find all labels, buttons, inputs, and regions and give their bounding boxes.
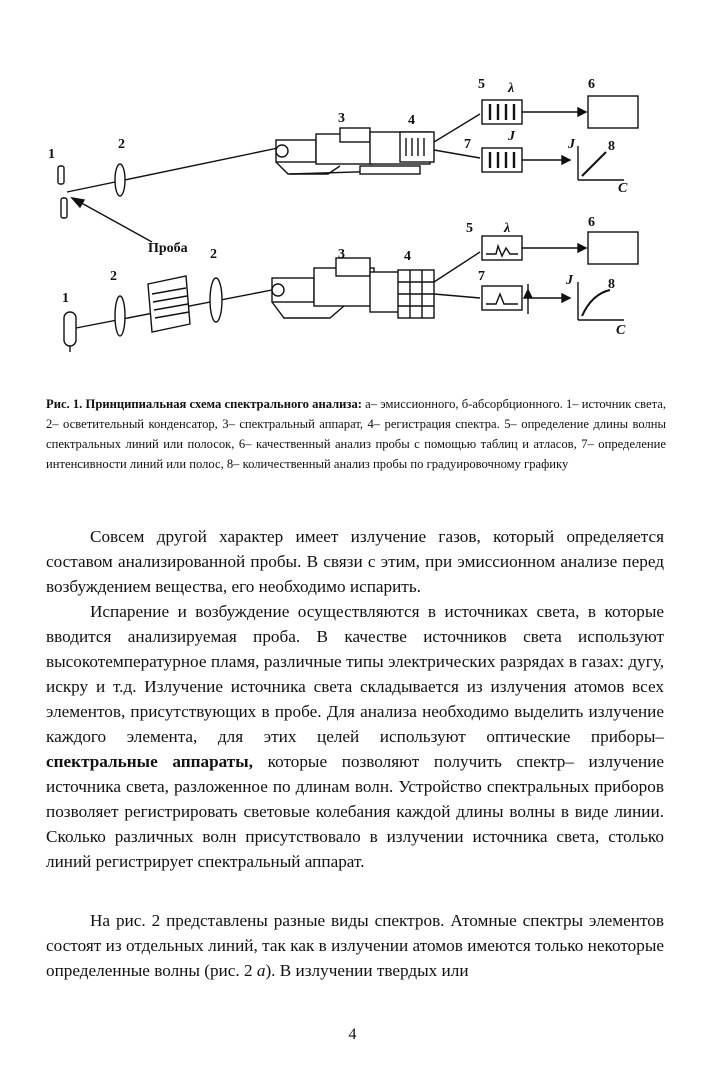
label-3-bottom: 3 xyxy=(338,247,345,262)
source-top-lower xyxy=(61,198,67,218)
label-J-axis-bottom: J xyxy=(566,273,573,288)
label-proba: Проба xyxy=(148,241,188,256)
label-1-bottom: 1 xyxy=(62,291,69,306)
caption-body: а– эмиссионного, б-абсорбционного. 1– источник света, 2– осветительный конденсатор, 3– спектральный аппарат, 4– регистрация спектра. 5– определение длины волны спектральных линий или полосок, 6– качественный анализ пробы с помощью таблиц и атласов, 7– определение интенсивности линий или полос, 8– количественный анализ пробы по градуировочному графику xyxy=(46,397,666,471)
proba-arrow xyxy=(76,200,152,242)
graph-top xyxy=(578,146,624,180)
label-J-axis-top: J xyxy=(568,137,575,152)
label-4-top: 4 xyxy=(408,113,415,128)
box5-top xyxy=(482,100,522,124)
label-3-top: 3 xyxy=(338,111,345,126)
page-number: 4 xyxy=(348,1026,357,1043)
recording-top xyxy=(400,132,434,162)
source-top-upper xyxy=(58,166,64,184)
graph-bottom xyxy=(578,282,624,320)
label-6-top: 6 xyxy=(588,77,595,92)
paragraph-3-part-a: На рис. 2 представлены разные виды спектров. Атомные спектры элементов состоят из отдельных линий, так как в излучении атомов имеются только некоторые определенные волны (рис. 2 xyxy=(46,911,664,980)
lens-bottom-left xyxy=(115,296,125,336)
label-6-bottom: 6 xyxy=(588,215,595,230)
arrow-to-5-bottom xyxy=(434,252,480,282)
proba-arrowhead xyxy=(72,198,84,207)
label-8-bottom: 8 xyxy=(608,277,615,292)
label-lambda-bottom: λ xyxy=(504,221,511,236)
label-5-bottom: 5 xyxy=(466,221,473,236)
lamp-bottom xyxy=(64,312,76,352)
sample-cuvette xyxy=(148,276,190,332)
label-1-top: 1 xyxy=(48,147,55,162)
figure-caption xyxy=(46,394,666,474)
paragraph-3-part-b: ). В излучении твердых или xyxy=(265,961,469,980)
box6-top xyxy=(588,96,638,128)
spectral-apparatus-bottom xyxy=(272,258,400,318)
label-2-bottom-right: 2 xyxy=(210,247,217,262)
paragraph-2-part-a: Испарение и возбуждение осуществляются в источниках света, в которые вводится анализируемая проба. В качестве источников света используют высокотемпературное пламя, различные типы электрических разрядах в газах: дугу, искру и т.д. Излучение источника света складывается из излучения атомов всех элементов, присутствующих в пробе. Для анализа необходимо выделить излучение каждого элемента, для этих целей используют оптические приборы– xyxy=(46,602,664,746)
lens-bottom-right xyxy=(210,278,222,322)
arrow-to-5-top xyxy=(434,114,480,142)
arrow-to-7-top xyxy=(434,150,480,158)
recording-bottom xyxy=(398,270,434,318)
paragraph-2 xyxy=(46,599,664,874)
label-7-top: 7 xyxy=(464,137,471,152)
lens-top xyxy=(115,164,125,196)
label-lambda-top: λ xyxy=(508,81,515,96)
label-J-small-top: J xyxy=(508,129,515,144)
label-7-bottom: 7 xyxy=(478,269,485,284)
beam-top xyxy=(67,148,278,192)
paragraph-1: Совсем другой характер имеет излучение газов, который определяется составом анализированной пробы. В связи с этим, при эмиссионном анализе перед возбуждением вещества, его необходимо испарить. xyxy=(46,527,664,596)
box6-bottom xyxy=(588,232,638,264)
box7-top xyxy=(482,148,522,172)
paragraph-3-italic: а xyxy=(256,961,266,980)
label-8-top: 8 xyxy=(608,139,615,154)
schematic-figure xyxy=(40,62,680,372)
caption-lead: Рис. 1. Принципиальная схема спектрального анализа: xyxy=(46,397,362,411)
arrow-to-7-bottom xyxy=(434,294,480,298)
label-5-top: 5 xyxy=(478,77,485,92)
paragraph-3 xyxy=(46,908,664,983)
label-2-bottom-left: 2 xyxy=(110,269,117,284)
paragraph-2-part-b: которые позволяют получить спектр– излучение источника света, разложенное по длинам волн. Устройство спектральных приборов позволяет регистрировать световые колебания каждой длины волны в виде линии. Сколько различных волн присутствовало в излучении источника света, столько линий регистрирует спектральный аппарат. xyxy=(46,752,664,871)
label-C-axis-top: C xyxy=(618,181,628,196)
label-C-axis-bottom: C xyxy=(616,323,626,338)
label-2-top: 2 xyxy=(118,137,125,152)
paragraph-2-bold: спектральные аппараты, xyxy=(46,752,253,771)
label-4-bottom: 4 xyxy=(404,249,411,264)
